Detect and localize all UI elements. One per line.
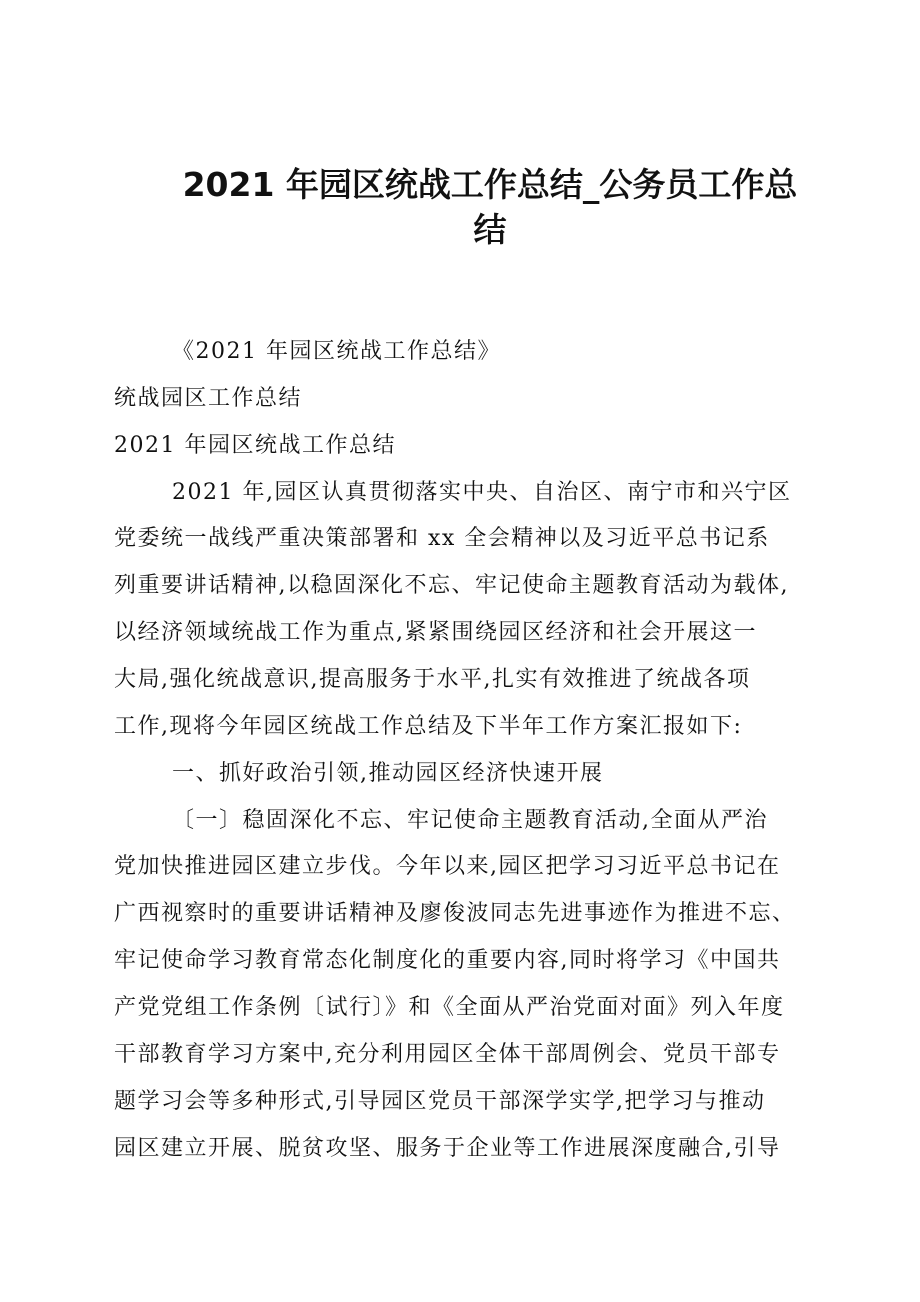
section-heading: 统战园区工作总结 bbox=[114, 386, 303, 411]
paragraph-line: 园区建立开展、脱贫攻坚、服务于企业等工作进展深度融合,引导 bbox=[114, 1136, 781, 1161]
subtitle-quoted: 《2021 年园区统战工作总结》 bbox=[172, 339, 501, 364]
paragraph-line: 题学习会等多种形式,引导园区党员干部深学实学,把学习与推动 bbox=[114, 1089, 766, 1114]
paragraph-line: 〔一〕稳固深化不忘、牢记使命主题教育活动,全面从严治 bbox=[172, 808, 768, 833]
paragraph-line: 列重要讲话精神,以稳固深化不忘、牢记使命主题教育活动为载体, bbox=[114, 573, 789, 598]
paragraph-line: 广西视察时的重要讲话精神及廖俊波同志先进事迹作为推进不忘、 bbox=[114, 901, 796, 926]
numbered-heading: 一、抓好政治引领,推动园区经济快速开展 bbox=[172, 761, 604, 786]
paragraph-line: 干部教育学习方案中,充分利用园区全体干部周例会、党员干部专 bbox=[114, 1042, 781, 1067]
paragraph-line: 产党党组工作条例〔试行〕》和《全面从严治党面对面》列入年度 bbox=[114, 995, 785, 1020]
document-title-line-2: 结 bbox=[473, 210, 507, 249]
paragraph-line: 以经济领域统战工作为重点,紧紧围绕园区经济和社会开展这一 bbox=[114, 620, 757, 645]
paragraph-line: 党委统一战线严重决策部署和 xx 全会精神以及习近平总书记系 bbox=[114, 526, 770, 551]
document-title-line-1: 2021 年园区统战工作总结_公务员工作总 bbox=[182, 165, 798, 204]
paragraph-line: 党加快推进园区建立步伐。今年以来,园区把学习习近平总书记在 bbox=[114, 854, 781, 879]
paragraph-line: 工作,现将今年园区统战工作总结及下半年工作方案汇报如下: bbox=[114, 714, 743, 739]
paragraph-line: 大局,强化统战意识,提高服务于水平,扎实有效推进了统战各项 bbox=[114, 667, 751, 692]
paragraph-line: 2021 年,园区认真贯彻落实中央、自治区、南宁市和兴宁区 bbox=[172, 480, 792, 505]
sub-heading: 2021 年园区统战工作总结 bbox=[114, 433, 396, 458]
paragraph-line: 牢记使命学习教育常态化制度化的重要内容,同时将学习《中国共 bbox=[114, 948, 781, 973]
